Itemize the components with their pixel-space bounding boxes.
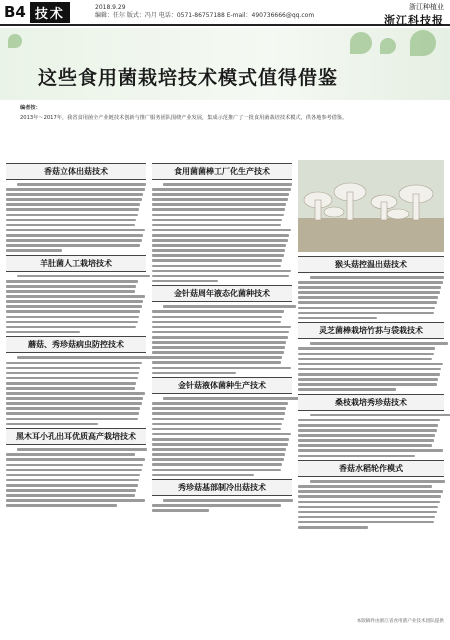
headline-banner <box>0 28 450 100</box>
text-line <box>298 455 415 458</box>
text-line <box>298 424 438 427</box>
section-heading: 香菇立体出菇技术 <box>6 163 146 180</box>
text-line <box>152 275 289 278</box>
mushroom-photo <box>298 160 444 252</box>
text-line <box>6 316 139 319</box>
page-footnote: 本版稿件由浙江省食用菌产业技术团队提供 <box>356 619 444 624</box>
text-line <box>152 270 291 273</box>
text-line <box>152 214 284 217</box>
text-line <box>163 183 292 186</box>
text-line <box>298 521 434 524</box>
column-3 <box>298 160 444 531</box>
text-line <box>298 429 437 432</box>
text-line <box>152 474 254 477</box>
text-line <box>298 439 434 442</box>
text-line <box>152 254 284 257</box>
text-line <box>152 453 285 456</box>
text-line <box>6 407 140 410</box>
section-heading: 黑木耳小孔出耳优质高产栽培技术 <box>6 428 146 445</box>
newspaper-logo: 浙江科技报 <box>384 14 444 27</box>
text-line <box>152 326 291 329</box>
text-line <box>6 392 145 395</box>
mushroom-cultivation-image <box>298 160 444 252</box>
text-line <box>6 458 145 461</box>
text-line <box>152 402 288 405</box>
text-line <box>152 428 281 431</box>
text-line <box>152 423 282 426</box>
section-heading: 猴头菇控温出菇技术 <box>298 256 444 273</box>
text-line <box>152 336 288 339</box>
article-body <box>152 397 292 476</box>
section-heading: 蘑菇、秀珍菇病虫防控技术 <box>6 336 146 353</box>
text-line <box>152 433 291 436</box>
text-line <box>152 244 286 247</box>
text-line <box>6 367 140 370</box>
text-line <box>6 249 62 252</box>
text-line <box>298 383 437 386</box>
text-line <box>6 479 139 482</box>
text-line <box>6 418 138 421</box>
text-line <box>152 418 284 421</box>
text-line <box>152 458 284 461</box>
article-body <box>298 342 444 390</box>
text-line <box>298 490 443 493</box>
column-2 <box>152 160 292 514</box>
section-heading: 羊肚菌人工栽培技术 <box>6 255 146 272</box>
text-line <box>6 203 140 206</box>
section-heading: 金针菇周年液态化菌种技术 <box>152 285 292 302</box>
text-line <box>6 326 136 329</box>
text-line <box>152 234 289 237</box>
text-line <box>152 208 285 211</box>
text-line <box>298 506 438 509</box>
text-line <box>310 342 449 345</box>
text-line <box>152 280 218 283</box>
text-line <box>6 290 135 293</box>
text-line <box>152 193 289 196</box>
text-line <box>6 387 135 390</box>
text-line <box>6 489 136 492</box>
section-heading: 香菇水稻轮作模式 <box>298 460 444 477</box>
leaf-decoration-icon <box>380 38 396 54</box>
text-line <box>152 412 285 415</box>
text-line <box>152 316 282 319</box>
section-heading: 桑枝栽培秀珍菇技术 <box>298 394 444 411</box>
text-line <box>152 443 288 446</box>
article-body <box>298 480 444 528</box>
text-line <box>298 516 435 519</box>
section-label: 技术 <box>30 2 70 23</box>
text-line <box>6 377 138 380</box>
text-line <box>152 198 288 201</box>
text-line <box>298 281 443 284</box>
section-heading: 灵芝菌棒栽培竹荪与袋栽技术 <box>298 322 444 339</box>
article-body <box>152 499 292 512</box>
text-line <box>6 474 140 477</box>
text-line <box>310 276 444 279</box>
text-line <box>152 224 281 227</box>
text-line <box>6 331 80 334</box>
text-line <box>152 259 282 262</box>
editor-note-text: 2013年～2017年，我省食用菌全产业链技术创新与推广服务团队围绕产业发展，集成示范推广了一批食用菌栽培技术模式，供各地参考借鉴。 <box>20 115 348 121</box>
text-line <box>163 397 300 400</box>
text-line <box>6 494 135 497</box>
brand-sub: 浙江种植业 <box>409 3 444 11</box>
article-body <box>6 448 146 507</box>
text-line <box>310 414 450 417</box>
text-line <box>6 504 117 507</box>
text-line <box>6 224 135 227</box>
text-line <box>6 300 143 303</box>
article-body <box>298 414 444 457</box>
leaf-decoration-icon <box>8 34 22 48</box>
text-line <box>298 347 435 350</box>
text-line <box>152 367 291 370</box>
text-line <box>152 407 286 410</box>
text-line <box>310 480 446 483</box>
text-line <box>163 305 296 308</box>
article-body <box>152 183 292 282</box>
column-1 <box>6 160 146 509</box>
text-line <box>298 312 434 315</box>
text-line <box>298 485 432 488</box>
text-line <box>6 305 142 308</box>
text-line <box>152 438 289 441</box>
text-line <box>6 469 142 472</box>
text-line <box>298 378 438 381</box>
text-line <box>152 469 281 472</box>
text-line <box>152 372 236 375</box>
text-line <box>6 402 142 405</box>
text-line <box>298 363 443 366</box>
text-line <box>6 362 142 365</box>
edition-date: 2018.9.29 <box>95 4 126 11</box>
text-line <box>17 275 150 278</box>
text-line <box>6 280 138 283</box>
text-line <box>152 331 289 334</box>
text-line <box>298 495 441 498</box>
edition-meta <box>95 4 314 20</box>
text-line <box>6 208 139 211</box>
text-line <box>298 307 435 310</box>
text-line <box>6 321 138 324</box>
text-line <box>152 321 281 324</box>
article-body <box>6 356 146 425</box>
text-line <box>152 463 282 466</box>
page-tag <box>4 3 70 21</box>
text-line <box>152 448 286 451</box>
leaf-decoration-icon <box>410 30 436 56</box>
text-line <box>298 291 440 294</box>
text-line <box>6 219 136 222</box>
text-line <box>298 317 377 320</box>
text-line <box>298 501 440 504</box>
text-line <box>152 504 281 507</box>
text-line <box>298 434 435 437</box>
text-line <box>152 249 285 252</box>
leaf-decoration-icon <box>350 32 372 54</box>
page-number: B4 <box>4 3 26 21</box>
text-line <box>152 219 282 222</box>
text-line <box>298 388 396 391</box>
page-headline: 这些食用菌栽培技术模式值得借鉴 <box>38 67 339 89</box>
text-line <box>298 526 368 529</box>
text-line <box>6 453 135 456</box>
brand <box>384 2 444 28</box>
text-line <box>152 341 286 344</box>
text-line <box>298 449 443 452</box>
text-line <box>298 353 434 356</box>
text-line <box>6 198 142 201</box>
section-heading: 食用菌菌棒工厂化生产技术 <box>152 163 292 180</box>
text-line <box>152 265 281 268</box>
text-line <box>298 444 432 447</box>
text-line <box>17 448 147 451</box>
text-line <box>6 372 139 375</box>
article-body <box>6 183 146 252</box>
article-body <box>298 276 444 319</box>
text-line <box>6 229 145 232</box>
text-line <box>152 351 284 354</box>
text-line <box>152 509 209 512</box>
text-line <box>298 419 440 422</box>
text-line <box>298 286 441 289</box>
text-line <box>6 382 136 385</box>
text-line <box>6 193 143 196</box>
text-line <box>6 412 139 415</box>
text-line <box>6 310 140 313</box>
masthead <box>0 0 450 26</box>
text-line <box>6 214 138 217</box>
text-line <box>298 373 440 376</box>
text-line <box>6 239 142 242</box>
text-line <box>6 397 143 400</box>
text-line <box>6 234 143 237</box>
text-line <box>6 484 138 487</box>
text-line <box>152 239 288 242</box>
text-line <box>152 310 284 313</box>
text-line <box>298 301 437 304</box>
article-body <box>152 305 292 374</box>
article-body <box>6 275 146 334</box>
text-line <box>6 464 143 467</box>
text-line <box>6 499 145 502</box>
text-line <box>6 244 140 247</box>
text-line <box>298 358 432 361</box>
edition-contact: 编辑：任尔 版式：冯月 电话：0571-86757188 E-mail：490736666@qq.com <box>95 12 315 19</box>
text-line <box>17 183 146 186</box>
text-line <box>152 346 285 349</box>
text-line <box>152 356 282 359</box>
text-line <box>152 188 291 191</box>
text-line <box>152 203 286 206</box>
text-line <box>152 361 281 364</box>
section-heading: 金针菇液体菌种生产技术 <box>152 377 292 394</box>
text-line <box>6 295 145 298</box>
text-line <box>6 285 136 288</box>
editor-note-label: 编者按： <box>20 105 41 111</box>
text-line <box>163 499 293 502</box>
text-line <box>298 368 441 371</box>
text-line <box>298 296 438 299</box>
text-line <box>152 229 291 232</box>
editor-note <box>20 104 430 123</box>
text-line <box>17 356 154 359</box>
text-line <box>6 188 145 191</box>
text-line <box>6 423 98 426</box>
section-heading: 秀珍菇基部制冷出菇技术 <box>152 479 292 496</box>
text-line <box>298 511 437 514</box>
